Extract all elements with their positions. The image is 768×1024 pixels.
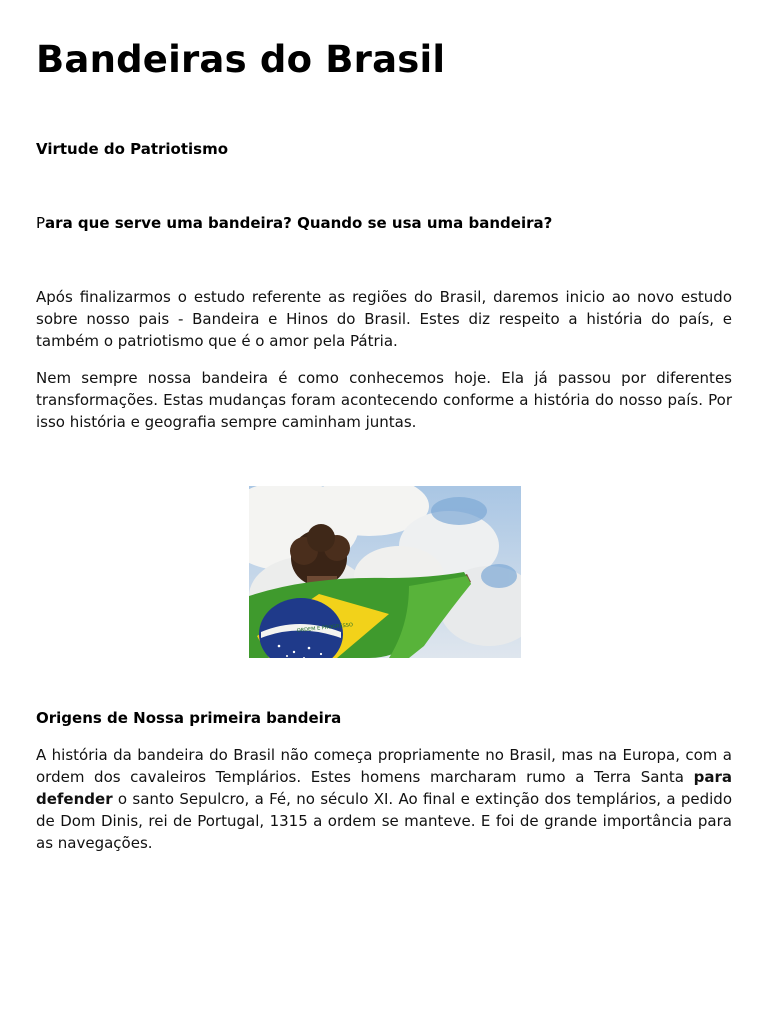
section2-heading: Origens de Nossa primeira bandeira <box>36 709 342 727</box>
intro-paragraph: Após finalizarmos o estudo referente as regiões do Brasil, daremos inicio ao novo estudo sobre nosso pais - Bandeira e Hinos do Brasil. Estes diz respeito a história do país, e também o patriotismo que é o amor pela Pátria. <box>36 288 732 350</box>
history-paragraph: Nem sempre nossa bandeira é como conhecemos hoje. Ela já passou por diferentes transformações. Estas mudanças foram acontecendo conforme a história do nosso país. Por isso história e geografia sempre caminham juntas. <box>36 369 732 431</box>
page-title: Bandeiras do Brasil <box>36 38 446 81</box>
question-rest: ara que serve uma bandeira? Quando se usa uma bandeira? <box>45 214 553 232</box>
section2-text-bold: para defender <box>36 768 732 808</box>
subtitle: Virtude do Patriotismo <box>36 140 229 158</box>
question-heading <box>36 214 552 232</box>
question-first-letter: P <box>36 214 46 232</box>
section2-text-end: o santo Sepulcro, a Fé, no século XI. Ao final e extinção dos templários, a pedido de Dom Dinis, rei de Portugal, 1315 a ordem se manteve. E foi de grande importância para as navegações. <box>36 790 732 852</box>
section2-text-start: A história da bandeira do Brasil não começa propriamente no Brasil, mas na Europa, com a ordem dos cavaleiros Templários. Estes homens marcharam rumo a Terra Santa <box>36 746 732 786</box>
section2-paragraph <box>36 744 732 854</box>
flag-photo <box>249 486 521 658</box>
flag-motto: ORDEM E PROGRESSO <box>296 622 354 634</box>
